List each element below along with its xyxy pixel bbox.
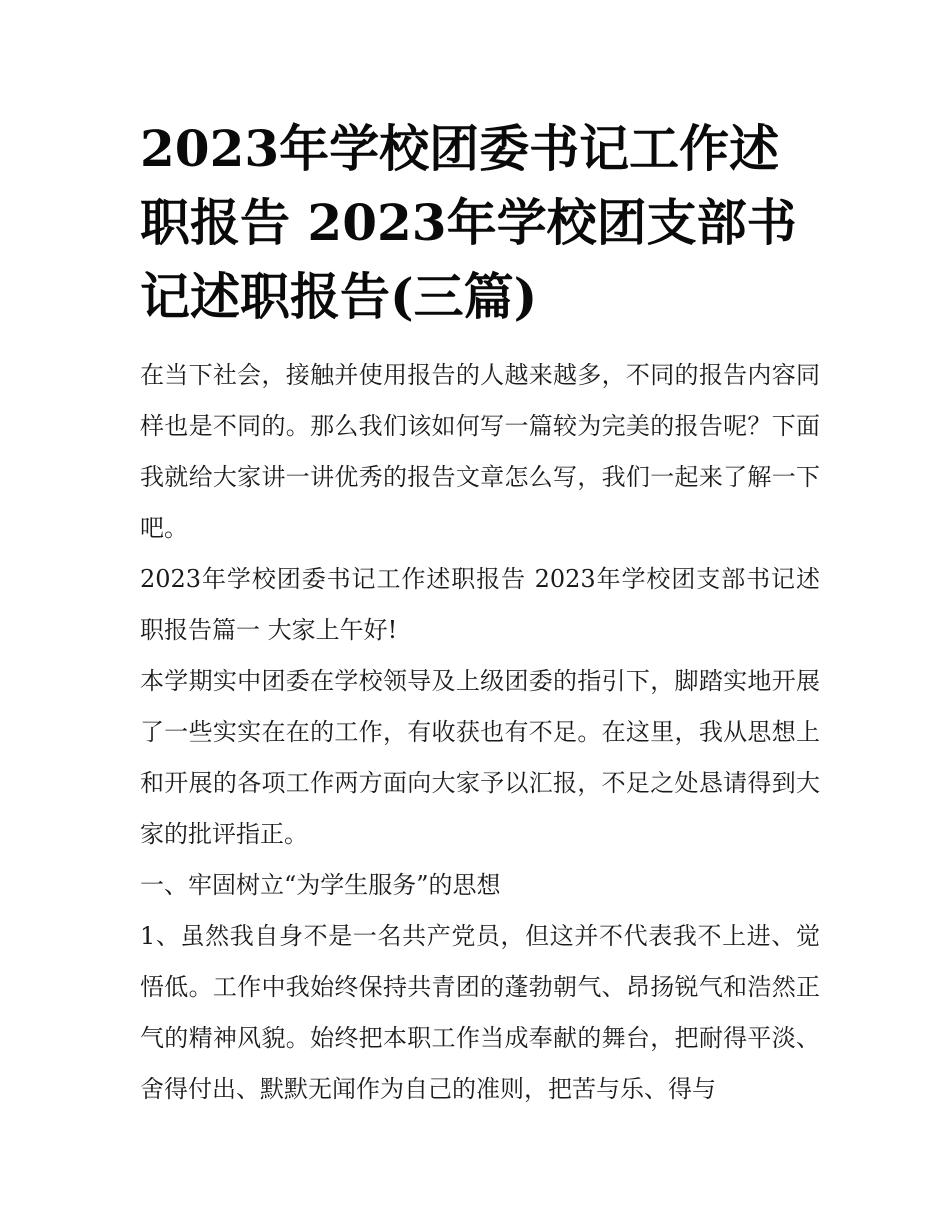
document-content <box>140 112 820 1115</box>
subsection-heading: 一、牢固树立“为学生服务”的思想 <box>140 871 501 899</box>
body-paragraph: 本学期实中团委在学校领导及上级团委的指引下，脚踏实地开展了一些实实在在的工作，有收获也有不足。在这里，我从思想上和开展的各项工作两方面向大家予以汇报，不足之处恳请得到大家的批评指正。 <box>140 667 820 848</box>
section-heading-paragraph: 2023年学校团委书记工作述职报告 2023年学校团支部书记述职报告篇一 大家上午好! <box>140 565 820 644</box>
document-title: 2023年学校团委书记工作述职报告 2023年学校团支部书记述职报告(三篇) <box>140 119 797 326</box>
intro-paragraph: 在当下社会，接触并使用报告的人越来越多，不同的报告内容同样也是不同的。那么我们该如何写一篇较为完美的报告呢？下面我就给大家讲一讲优秀的报告文章怎么写，我们一起来了解一下吧。 <box>140 361 820 542</box>
list-item-paragraph: 1、虽然我自身不是一名共产党员，但这并不代表我不上进、觉悟低。工作中我始终保持共青团的蓬勃朝气、昂扬锐气和浩然正气的精神风貌。始终把本职工作当成奉献的舞台，把耐得平淡、舍得付出、默默无闻作为自己的准则，把苦与乐、得与 <box>140 922 820 1103</box>
document-body <box>140 350 820 1115</box>
